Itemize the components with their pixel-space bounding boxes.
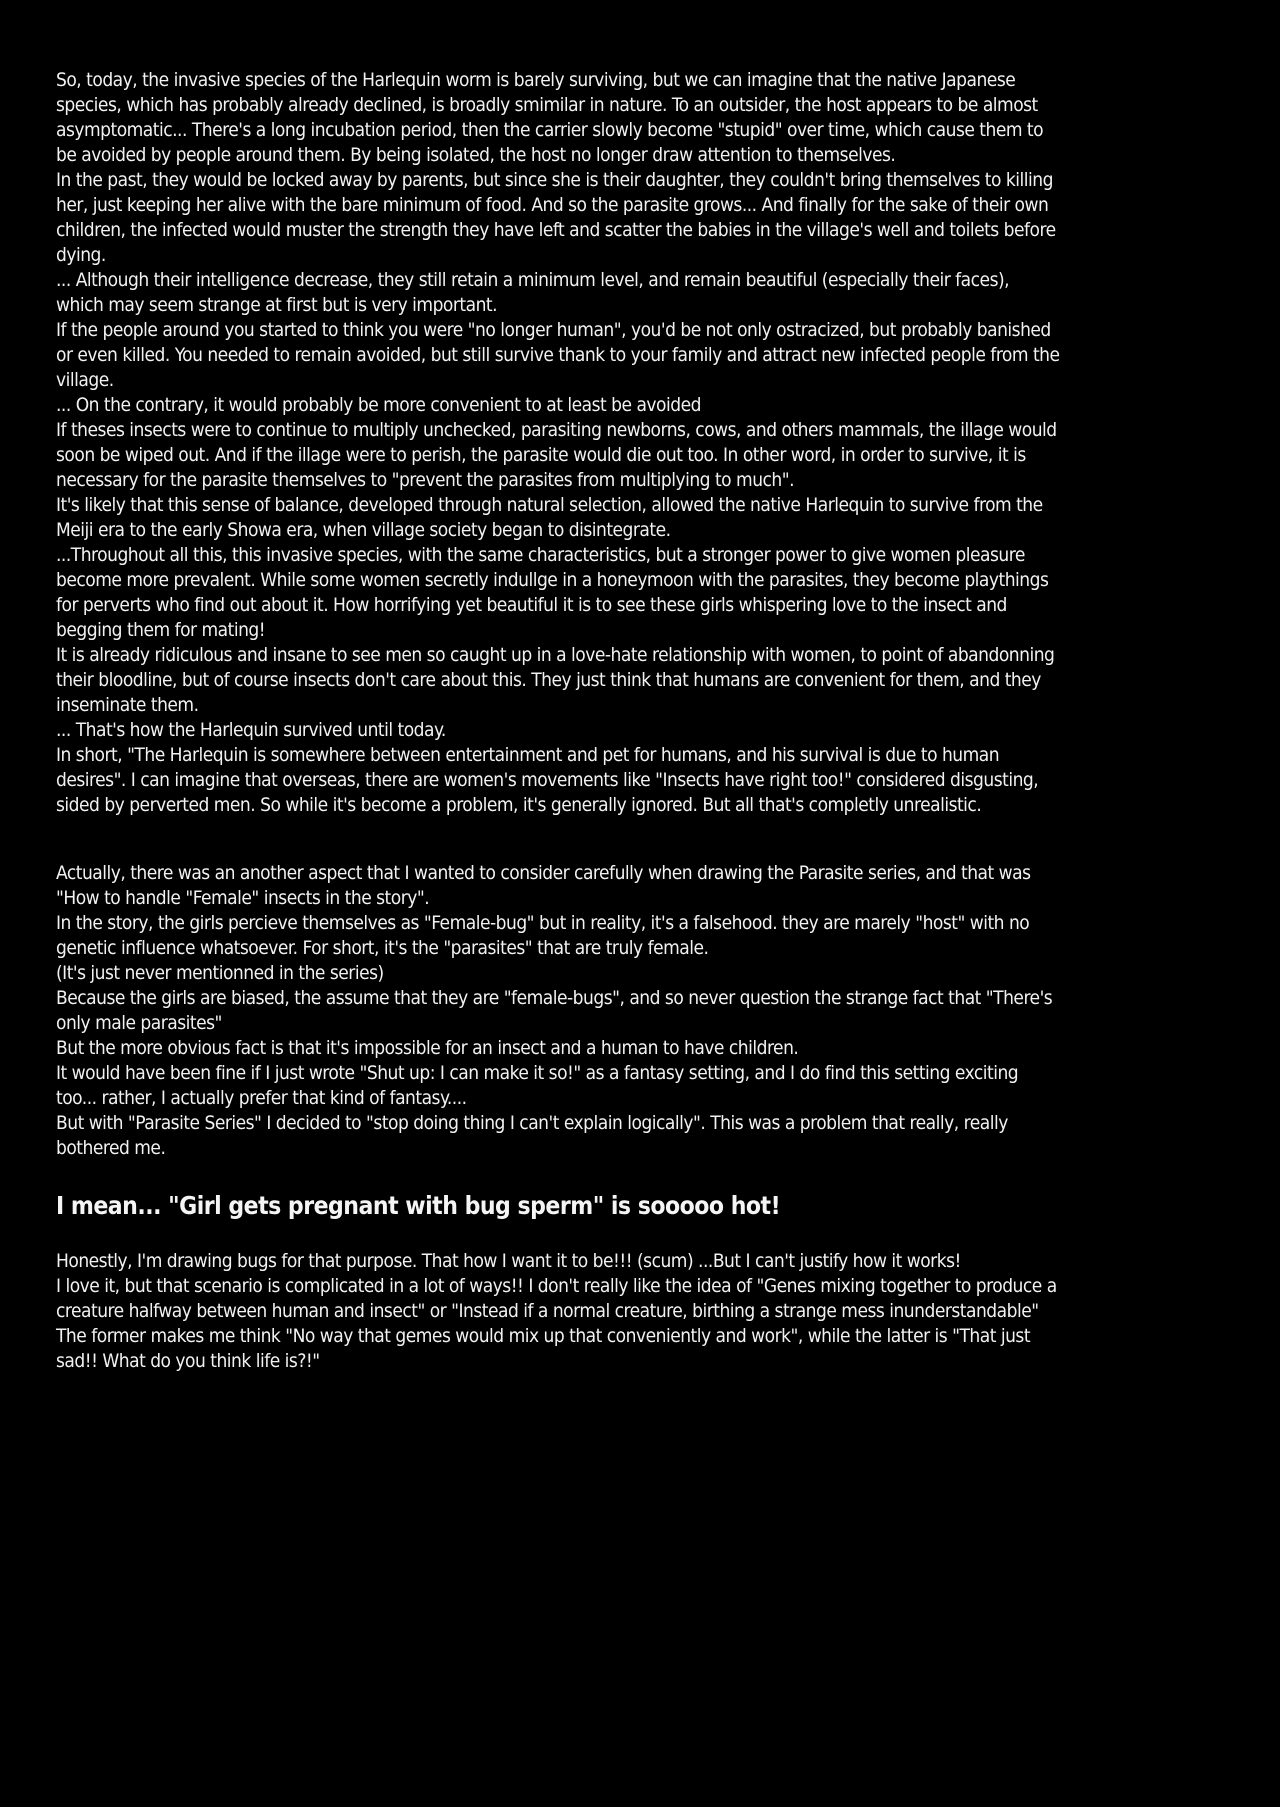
paragraph: It is already ridiculous and insane to see men so caught up in a love-hate relationship with women, to point of abandonning their bloodline, but of course insects don't care about this. They just think that humans are convenient for them, and they inseminate them. [56, 644, 1055, 716]
paragraph: (It's just never mentionned in the series) [56, 962, 384, 984]
paragraph: But with "Parasite Series" I decided to "stop doing thing I can't explain logically". This was a problem that really, really bothered me. [56, 1112, 1008, 1159]
paragraph: ... That's how the Harlequin survived until today. [56, 719, 446, 741]
paragraph: But the more obvious fact is that it's impossible for an insect and a human to have children. [56, 1037, 799, 1059]
notes-section-2 [56, 861, 1060, 1161]
paragraph: So, today, the invasive species of the Harlequin worm is barely surviving, but we can imagine that the native Japanese species, which has probably already declined, is broadly smimilar in nature. To an outsider, the host appears to be almost asymptomatic... There's a long incubation period, then the carrier slowly become "stupid" over time, which cause them to be avoided by people around them. By being isolated, the host no longer draw attention to themselves. [56, 69, 1044, 166]
paragraph: Honestly, I'm drawing bugs for that purpose. That how I want it to be!!! (scum) ...But I can't justify how it works! [56, 1250, 961, 1272]
notes-section-1 [56, 68, 1060, 818]
paragraph: In the story, the girls percieve themselves as "Female-bug" but in reality, it's a falsehood. they are marely "host" with no genetic influence whatsoever. For short, it's the "parasites" that are truly female. [56, 912, 1030, 959]
paragraph: ...Throughout all this, this invasive species, with the same characteristics, but a stronger power to give women pleasure become more prevalent. While some women secretly indullge in a honeymoon with the parasites, they become playthings for perverts who find out about it. How horrifying yet beautiful it is to see these girls whispering love to the insect and begging them for mating! [56, 544, 1049, 641]
paragraph: ... Although their intelligence decrease, they still retain a minimum level, and remain beautiful (especially their faces), which may seem strange at first but is very important. [56, 269, 1010, 316]
paragraph: The former makes me think "No way that gemes would mix up that conveniently and work", while the latter is "That just sad!! What do you think life is?!" [56, 1325, 1031, 1372]
paragraph: It's likely that this sense of balance, developed through natural selection, allowed the native Harlequin to survive from the Meiji era to the early Showa era, when village society began to disintegrate. [56, 494, 1043, 541]
paragraph: Actually, there was an another aspect that I wanted to consider carefully when drawing the Parasite series, and that was "How to handle "Female" insects in the story". [56, 862, 1031, 909]
paragraph: In the past, they would be locked away by parents, but since she is their daughter, they couldn't bring themselves to killing her, just keeping her alive with the bare minimum of food. And so the parasite grows... And finally for the sake of their own children, the infected would muster the strength they have left and scatter the babies in the village's well and toilets before dying. [56, 169, 1056, 266]
paragraph: Because the girls are biased, the assume that they are "female-bugs", and so never question the strange fact that "There's only male parasites" [56, 987, 1053, 1034]
paragraph: If the people around you started to think you were "no longer human", you'd be not only ostracized, but probably banished or even killed. You needed to remain avoided, but still survive thank to your family and attract new infected people from the village. [56, 319, 1060, 391]
paragraph: I love it, but that scenario is complicated in a lot of ways!! I don't really like the idea of "Genes mixing together to produce a creature halfway between human and insect" or "Instead if a normal creature, birthing a strange mess inunderstandable" [56, 1275, 1057, 1322]
paragraph: ... On the contrary, it would probably be more convenient to at least be avoided [56, 394, 701, 416]
paragraph: If theses insects were to continue to multiply unchecked, parasiting newborns, cows, and others mammals, the illage would soon be wiped out. And if the illage were to perish, the parasite would die out too. In other word, in order to survive, it is necessary for the parasite themselves to "prevent the parasites from multiplying to much". [56, 419, 1057, 491]
paragraph: In short, "The Harlequin is somewhere between entertainment and pet for humans, and his survival is due to human desires". I can imagine that overseas, there are women's movements like "Insects have right too!" considered disgusting, sided by perverted men. So while it's become a problem, it's generally ignored. But all that's completly unrealistic. [56, 744, 1039, 816]
notes-section-3 [56, 1249, 1060, 1374]
emphasis-heading: I mean... "Girl gets pregnant with bug sperm" is sooooo hot! [56, 1191, 781, 1220]
paragraph: It would have been fine if I just wrote "Shut up: I can make it so!" as a fantasy setting, and I do find this setting exciting too... rather, I actually prefer that kind of fantasy.... [56, 1062, 1019, 1109]
